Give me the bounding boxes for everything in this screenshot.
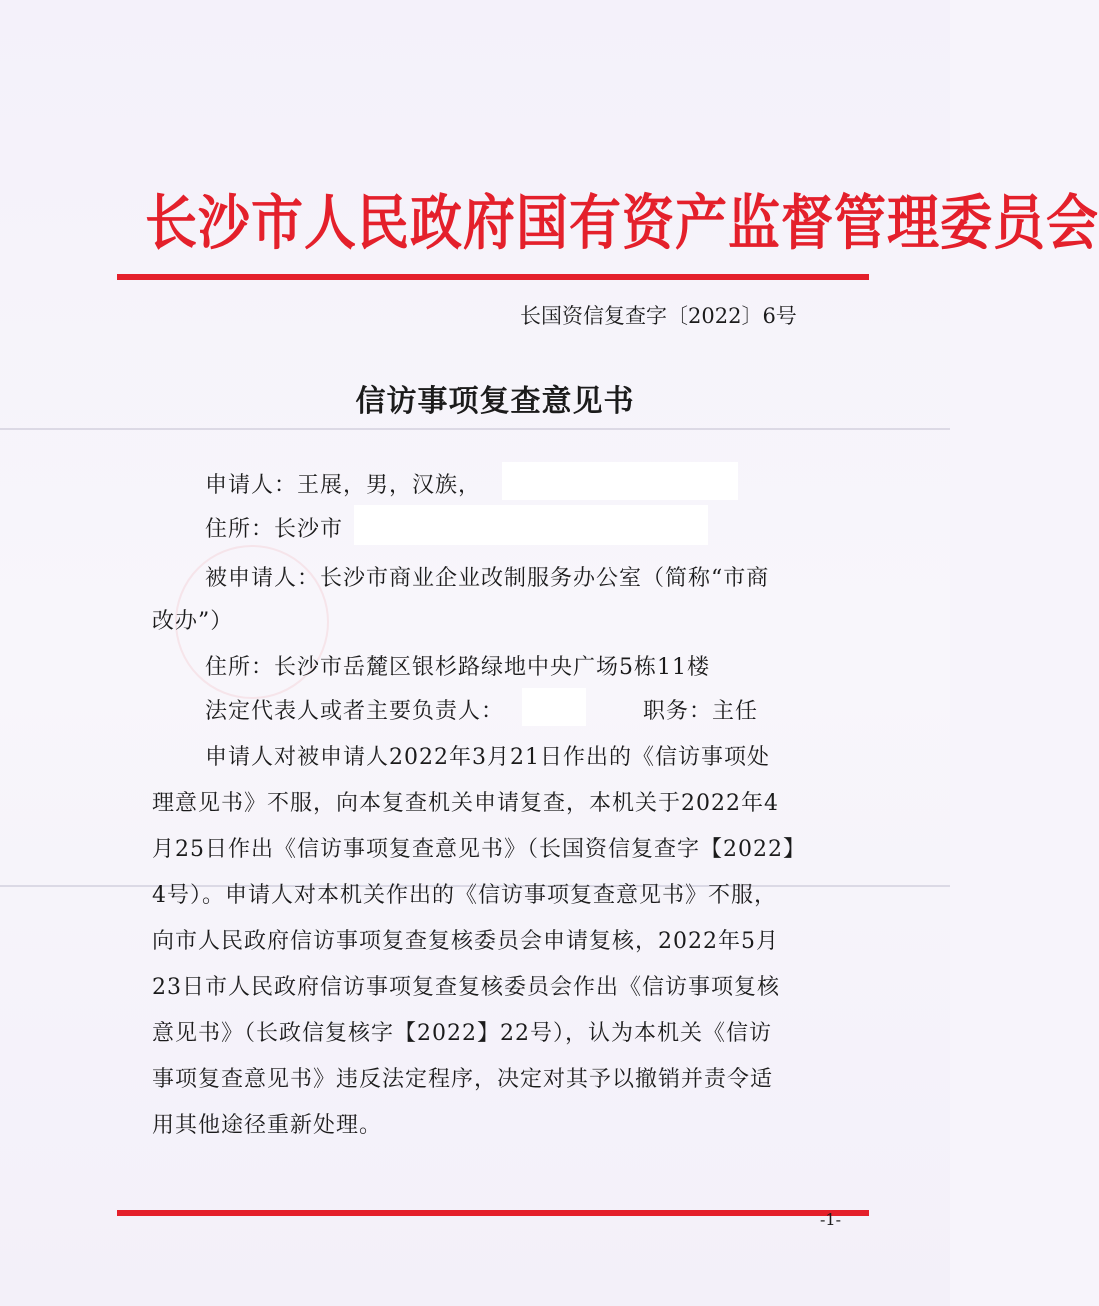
body-line: 意见书》（长政信复核字【2022】22号），认为本机关《信访 (152, 1021, 772, 1046)
document-number: 长国资信复查字〔2022〕6号 (520, 304, 797, 328)
red-footer-rule (117, 1210, 869, 1216)
body-line: 4号）。申请人对本机关作出的《信访事项复查意见书》不服， (152, 883, 777, 908)
body-line: 23日市人民政府信访事项复查复核委员会作出《信访事项复核 (152, 975, 780, 1000)
redaction-box (502, 462, 738, 500)
red-header-rule (117, 274, 869, 280)
respondent-address-line: 住所：长沙市岳麓区银杉路绿地中央广场5栋11楼 (205, 655, 710, 680)
body-line: 向市人民政府信访事项复查复核委员会申请复核，2022年5月 (152, 929, 779, 954)
respondent-line-2: 改办”） (152, 609, 234, 634)
body-line: 事项复查意见书》违反法定程序，决定对其予以撤销并责令适 (152, 1067, 774, 1092)
respondent-line-1: 被申请人：长沙市商业企业改制服务办公室（简称“市商 (205, 566, 770, 591)
body-line: 月25日作出《信访事项复查意见书》（长国资信复查字【2022】 (152, 837, 806, 862)
document-title: 信访事项复查意见书 (355, 384, 635, 419)
applicant-address-line: 住所：长沙市 (205, 517, 344, 542)
redaction-box (522, 688, 586, 726)
issuing-authority-header: 长沙市人民政府国有资产监督管理委员会 (145, 188, 1099, 259)
body-line: 理意见书》不服，向本复查机关申请复查，本机关于2022年4 (152, 791, 779, 816)
redaction-box (354, 505, 708, 545)
body-line: 用其他途径重新处理。 (152, 1113, 383, 1138)
paper-fold-line (0, 428, 950, 430)
applicant-line: 申请人：王展，男，汉族， (205, 473, 482, 498)
position-line: 职务：主任 (643, 699, 759, 724)
body-line: 申请人对被申请人2022年3月21日作出的《信访事项处 (205, 745, 770, 770)
page-number: -1- (820, 1210, 841, 1229)
representative-line: 法定代表人或者主要负责人： (205, 699, 505, 724)
